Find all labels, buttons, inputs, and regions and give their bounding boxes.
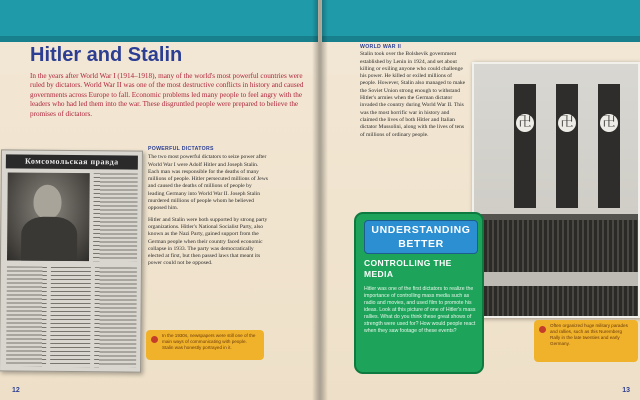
book-gutter [312,0,328,400]
understanding-better-box [354,212,484,374]
newspaper-text-column [6,266,47,366]
rally-crowd [474,220,638,316]
stalin-portrait [7,172,90,261]
page-number: 12 [12,387,20,394]
page-title: Hitler and Stalin [30,44,183,66]
body-paragraph: Stalin took over the Bolshevik government established by Lenin in 1924, and set about killing or exiling anyone who could challenge his power. He killed or exiled millions of people. However, Stalin also managed to make the Soviet Union strong enough to withstand Hitler's armies when the German dictator invaded the country during World War II. This was the most horrific war in history and claimed the lives of both Hitler and Italian dictator Mussolini, along with the lives of tens of millions of ordinary people. [360,51,466,138]
page-number: 13 [622,387,630,394]
right-body-column [360,44,468,139]
swastika-icon: 卍 [600,114,618,132]
caption-bullet-icon [151,336,158,343]
section-heading: WORLD WAR II [360,44,402,50]
newspaper-text-column [94,267,137,367]
box-subtitle: CONTROLLING THE MEDIA [364,258,452,279]
caption-text: Often organized huge military parades and rallies, such as this Nuremberg Rally in the late twenties and early Germany. [550,323,628,346]
rally-crowd-row [474,272,638,286]
caption-bullet-icon [539,326,546,333]
box-text: Hitler was one of the first dictators to realize the importance of controlling mass media such as radio and movies, and used film to promote his ideas. Look at this picture of one of Hitler's mass rallies. What do you think these great shows of strength were used for? How would people react when they saw footage of these events? [364,286,476,334]
understanding-better-title [364,220,478,254]
box-title-line: UNDERSTANDING [371,224,471,236]
newspaper-text-column [93,173,138,261]
newspaper-image [0,149,143,372]
swastika-icon: 卍 [516,114,534,132]
top-color-band [322,0,640,36]
rally-banner [514,84,536,208]
body-paragraph: The two most powerful dictators to seize power after World War I were Adolf Hitler and Joseph Stalin. Each man was responsible for the deaths of many millions of people. Hitler persecuted millions of Jews and caused the deaths of millions of people by leading Germany into World War II. Joseph Stalin murdered millions of people whom he believed opposed him. [148,154,268,212]
caption-text: In the 1930s, newspapers were still one of the main ways of communicating with people. Stalin was honestly portrayed in it. [162,333,256,350]
swastika-icon: 卍 [558,114,576,132]
newspaper-text-column [50,267,91,367]
body-paragraph: Hitler and Stalin were both supported by strong party organizations. Hitler's National Socialist Party, also known as the Nazi Party, gained support from the German people when their country faced economic collapse in 1933. The party was democratically elected at first, but then passed laws that meant its power could not be opposed. [148,216,268,267]
left-page [0,0,318,400]
rally-banner [598,84,620,208]
box-title-line: BETTER [398,238,444,250]
image-caption [146,330,264,360]
newspaper-masthead: Комсомольская правда [6,154,138,169]
top-color-band [0,0,318,36]
rally-banner [556,84,578,208]
intro-paragraph: In the years after World War I (1914–1918), many of the world's most powerful countries were ruled by dictators. World War II was one of the most destructive conflicts in history and caused governments across Europe to fall. Economic problems led many people to feel angry with the leaders who had led them into the war. These disgruntled people were prepared to believe the promises of dictators. [30,72,304,118]
image-caption [534,320,638,362]
right-page [322,0,640,400]
section-heading: POWERFUL DICTATORS [148,146,214,152]
left-body-column [148,146,268,272]
nazi-rally-photo [472,62,640,318]
